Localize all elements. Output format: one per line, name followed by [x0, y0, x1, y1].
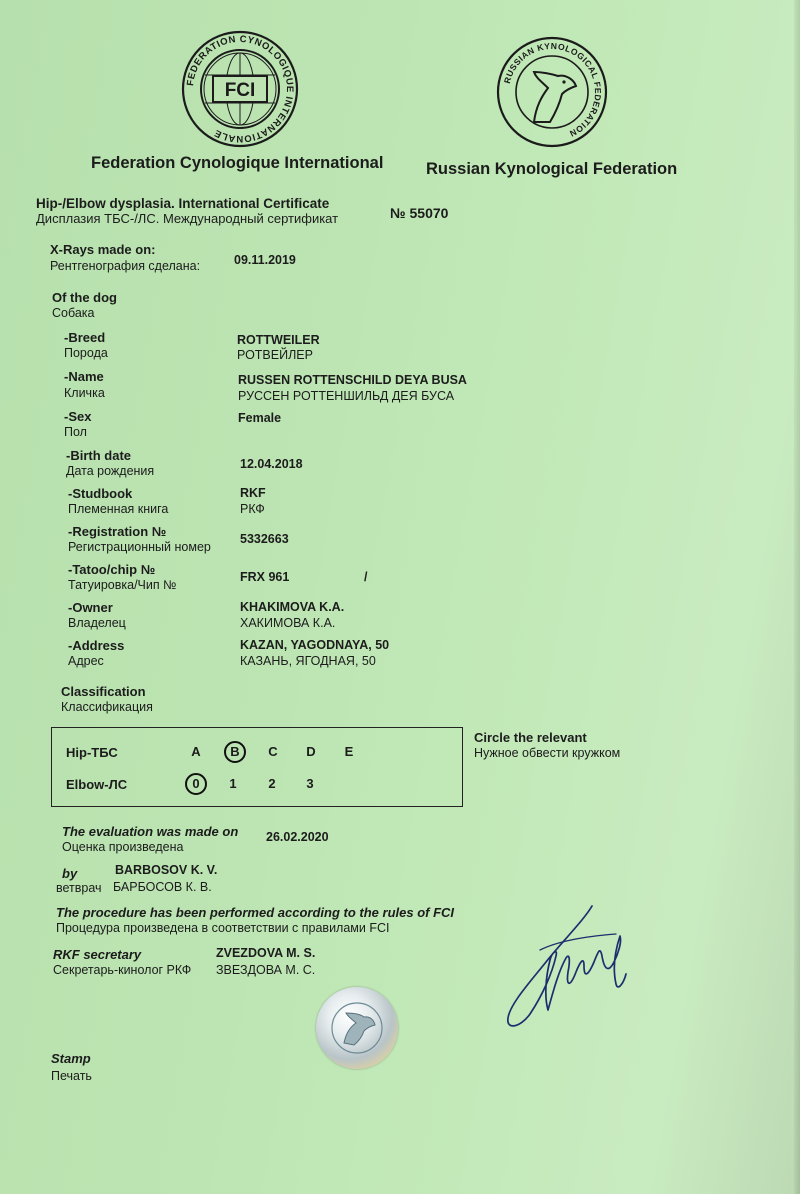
procedure-text-en: The procedure has been performed according to the rules of FCI: [56, 905, 455, 920]
elbow-grade-1: 1: [229, 776, 237, 791]
secretary-label-en: RKF secretary: [53, 947, 142, 962]
procedure-text-ru: Процедура произведена в соответствии с правилами FCI: [56, 921, 390, 935]
xray-date: 09.11.2019: [234, 253, 296, 267]
owner-value-ru: ХАКИМОВА К.А.: [240, 616, 336, 630]
by-label-en: by: [62, 866, 78, 881]
vet-name-ru: БАРБОСОВ К. В.: [113, 880, 212, 894]
evaluation-date: 26.02.2020: [266, 830, 329, 844]
chip-separator: /: [364, 570, 368, 584]
secretary-label-ru: Секретарь-кинолог РКФ: [53, 963, 192, 977]
name-label-ru: Кличка: [64, 386, 105, 400]
elbow-grade-0-circled: 0: [185, 773, 207, 795]
hip-grade-d: D: [306, 744, 316, 759]
elbow-grade-3: 3: [306, 776, 314, 791]
rkf-name: Russian Kynological Federation: [426, 160, 678, 178]
evaluation-label-ru: Оценка произведена: [62, 840, 184, 854]
hologram-dog-emblem: [316, 987, 398, 1069]
hip-grade-a: A: [191, 744, 201, 759]
hip-grade-b-circled: B: [224, 741, 246, 763]
birth-date-label-ru: Дата рождения: [66, 464, 155, 478]
address-value-ru: КАЗАНЬ, ЯГОДНАЯ, 50: [240, 654, 376, 668]
stamp-label-ru: Печать: [51, 1069, 92, 1083]
classification-label-en: Classification: [61, 684, 146, 699]
studbook-label-ru: Племенная книга: [68, 502, 169, 516]
registration-label-ru: Регистрационный номер: [68, 540, 211, 554]
vet-name-en: BARBOSOV K. V.: [115, 863, 218, 877]
certificate-number: № 55070: [390, 205, 449, 221]
breed-value: ROTTWEILER: [237, 333, 320, 347]
circle-hint-en: Circle the relevant: [474, 730, 587, 745]
fci-name: Federation Cynologique International: [91, 154, 384, 172]
birth-date-value: 12.04.2018: [240, 457, 303, 471]
address-value: KAZAN, YAGODNAYA, 50: [240, 638, 390, 652]
fci-logo-text: FCI: [224, 80, 256, 101]
chip-value: FRX 961: [240, 570, 290, 584]
secretary-name-en: ZVEZDOVA M. S.: [216, 946, 316, 960]
hip-grade-e: E: [344, 744, 354, 759]
breed-label-ru: Порода: [64, 346, 108, 360]
elbow-label: Elbow-ЛС: [66, 777, 128, 792]
certificate-title-ru: Дисплазия ТБС-/ЛС. Международный сертификат: [36, 211, 339, 226]
owner-value: KHAKIMOVA K.A.: [240, 600, 345, 614]
secretary-name-ru: ЗВЕЗДОВА М. С.: [216, 963, 316, 977]
studbook-value-ru: РКФ: [240, 502, 265, 516]
sex-label-ru: Пол: [64, 425, 87, 439]
studbook-label-en: -Studbook: [68, 486, 133, 501]
hologram-seal: [316, 987, 398, 1069]
studbook-value: RKF: [240, 486, 266, 500]
signature-graphic: [500, 900, 640, 1035]
owner-label-en: -Owner: [68, 600, 113, 615]
registration-value: 5332663: [240, 532, 289, 546]
chip-label-ru: Татуировка/Чип №: [68, 578, 177, 592]
page-edge-shadow: [794, 0, 800, 1194]
owner-label-ru: Владелец: [68, 616, 126, 630]
xray-label-en: X-Rays made on:: [50, 242, 156, 257]
fci-logo-seal: [181, 30, 299, 148]
hip-label: Hip-ТБС: [66, 745, 118, 760]
classification-box: [51, 727, 463, 807]
circle-hint-ru: Нужное обвести кружком: [474, 746, 621, 760]
classification-label-ru: Классификация: [61, 700, 153, 714]
name-label-en: -Name: [64, 369, 104, 384]
address-label-ru: Адрес: [68, 654, 104, 668]
sex-value: Female: [238, 411, 282, 425]
name-value-ru: РУССЕН РОТТЕНШИЛЬД ДЕЯ БУСА: [238, 389, 455, 403]
xray-label-ru: Рентгенография сделана:: [50, 259, 201, 273]
dog-section-label-ru: Собака: [52, 306, 95, 320]
rkf-logo-seal: [496, 36, 608, 148]
sex-label-en: -Sex: [64, 409, 92, 424]
chip-label-en: -Tatoo/chip №: [68, 562, 156, 577]
elbow-grade-2: 2: [268, 776, 276, 791]
registration-label-en: -Registration №: [68, 524, 167, 539]
svg-text:RUSSIAN KYNOLOGICAL FEDERATION: RUSSIAN KYNOLOGICAL FEDERATION: [501, 40, 604, 139]
certificate-title-en: Hip-/Elbow dysplasia. International Certificate: [36, 196, 330, 211]
name-value: RUSSEN ROTTENSCHILD DEYA BUSA: [238, 373, 467, 387]
evaluation-label-en: The evaluation was made on: [62, 824, 239, 839]
address-label-en: -Address: [68, 638, 125, 653]
dog-section-label-en: Of the dog: [52, 290, 117, 305]
birth-date-label-en: -Birth date: [66, 448, 131, 463]
by-label-ru: ветврач: [56, 881, 102, 895]
breed-label-en: -Breed: [64, 330, 106, 345]
hip-grade-c: C: [268, 744, 278, 759]
stamp-label-en: Stamp: [51, 1051, 91, 1066]
svg-text:FEDERATION CYNOLOGIQUE INTERNA: FEDERATION CYNOLOGIQUE INTERNATIONALE: [185, 33, 296, 145]
breed-value-ru: РОТВЕЙЛЕР: [237, 348, 313, 362]
